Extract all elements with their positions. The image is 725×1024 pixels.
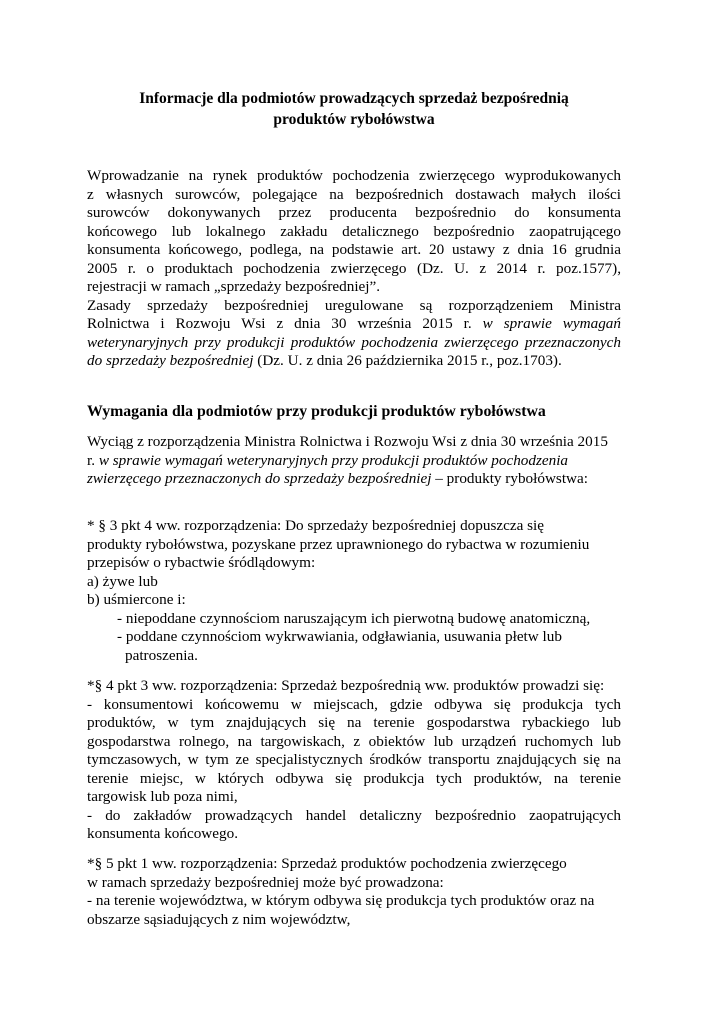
- text-line: rejestracji w ramach „sprzedaży bezpośredniej”.: [87, 278, 381, 295]
- text-line: [87, 315, 621, 334]
- text-line: w ramach sprzedaży bezpośredniej może być prowadzona:: [87, 873, 444, 891]
- paragraph-3-section: [87, 517, 621, 665]
- paragraph-5-section: [87, 855, 621, 929]
- list-item: a) żywe lub: [87, 572, 158, 590]
- text-line: [87, 470, 621, 489]
- section-heading: Wymagania dla podmiotów przy produkcji produktów rybołówstwa: [87, 403, 546, 420]
- text-line: obszarze sąsiadujących z nim województw,: [87, 910, 351, 928]
- text-line: - konsumentowi końcowemu w miejscach, gdzie odbywa się produkcja tych: [87, 695, 621, 713]
- sub-list-item: - poddane czynnościom wykrwawiania, odgławiania, usuwania płetw lub: [117, 628, 562, 645]
- text-line: [87, 452, 621, 471]
- text-line: [87, 334, 621, 353]
- text-run: (Dz. U. z dnia 26 października 2015 r., poz.1703).: [253, 352, 562, 369]
- text-line: *§ 5 pkt 1 ww. rozporządzenia: Sprzedaż produktów pochodzenia zwierzęcego: [87, 855, 567, 872]
- text-line: - do zakładów prowadzących handel detaliczny bezpośrednio zaopatrujących: [87, 806, 621, 824]
- list-item: b) uśmiercone i:: [87, 591, 186, 608]
- text-line: *§ 4 pkt 3 ww. rozporządzenia: Sprzedaż bezpośrednią ww. produktów prowadzi się:: [87, 677, 605, 694]
- text-line: targowisk lub poza nimi,: [87, 788, 238, 805]
- text-line: końcowego lub lokalnego zakładu detalicznego bezpośrednio zaopatrującego: [87, 222, 621, 240]
- text-line: terenie miejsc, w których odbywa się produkcja tych produktów, na terenie: [87, 769, 621, 787]
- text-line: surowców dokonywanych przez producenta bezpośrednio do konsumenta: [87, 204, 621, 221]
- regulation-title-italic: weterynaryjnych przy produkcji produktów pochodzenia zwierzęcego przeznaczonych: [87, 333, 621, 351]
- document-title: [87, 88, 621, 130]
- text-line: - na terenie województwa, w którym odbywa się produkcja tych produktów oraz na: [87, 892, 595, 909]
- regulation-title-italic: w sprawie wymagań weterynaryjnych przy produkcji produktów pochodzenia: [98, 451, 569, 469]
- text-run: r.: [87, 451, 99, 469]
- sub-list-item: - niepoddane czynnościom naruszającym ich pierwotną budowę anatomiczną,: [117, 609, 591, 627]
- title-line-2: produktów rybołówstwa: [273, 111, 435, 128]
- regulation-title-italic: w sprawie wymagań: [482, 315, 621, 332]
- sub-list-item-continuation: patroszenia.: [125, 646, 198, 664]
- text-line: gospodarstwa rolnego, na targowiskach, z obiektów lub urządzeń ruchomych lub: [87, 732, 621, 750]
- paragraph-4-section: [87, 677, 621, 844]
- text-line: tymczasowych, w tym ze specjalistycznych środków transportu znajdujących się na: [87, 751, 621, 768]
- text-run: Rolnictwa i Rozwoju Wsi z dnia 30 września 2015 r.: [87, 315, 483, 332]
- text-line: produktów, w tym znajdujących się na terenie gospodarstwa rybackiego lub: [87, 714, 621, 731]
- text-line: Wprowadzanie na rynek produktów pochodzenia zwierzęcego wyprodukowanych: [87, 167, 621, 184]
- text-line: konsumenta końcowego.: [87, 825, 238, 842]
- text-line: konsumenta końcowego, podlega, na podstawie art. 20 ustawy z dnia 16 grudnia: [87, 241, 621, 258]
- text-line: z własnych surowców, polegające na bezpośrednich dostawach małych ilości: [87, 185, 621, 203]
- text-line: 2005 r. o produktach pochodzenia zwierzęcego (Dz. U. z 2014 r. poz.1577),: [87, 259, 621, 277]
- regulation-title-italic: zwierzęcego przeznaczonych do sprzedaży bezpośredniej: [87, 470, 432, 487]
- text-line: Wyciąg z rozporządzenia Ministra Rolnictwa i Rozwoju Wsi z dnia 30 września 2015: [87, 433, 608, 450]
- text-line: produkty rybołówstwa, pozyskane przez uprawnionego do rybactwa w rozumieniu: [87, 535, 590, 553]
- text-run: – produkty rybołówstwa:: [431, 470, 588, 487]
- text-line: * § 3 pkt 4 ww. rozporządzenia: Do sprzedaży bezpośredniej dopuszcza się: [87, 517, 544, 534]
- intro-paragraph: [87, 167, 621, 371]
- regulation-title-italic: do sprzedaży bezpośredniej: [87, 352, 254, 369]
- text-line: [87, 352, 621, 371]
- text-line: przepisów o rybactwie śródlądowym:: [87, 554, 316, 571]
- excerpt-paragraph: [87, 433, 621, 489]
- title-line-1: Informacje dla podmiotów prowadzących sprzedaż bezpośrednią: [139, 90, 569, 107]
- text-line: Zasady sprzedaży bezpośredniej uregulowane są rozporządzeniem Ministra: [87, 296, 621, 314]
